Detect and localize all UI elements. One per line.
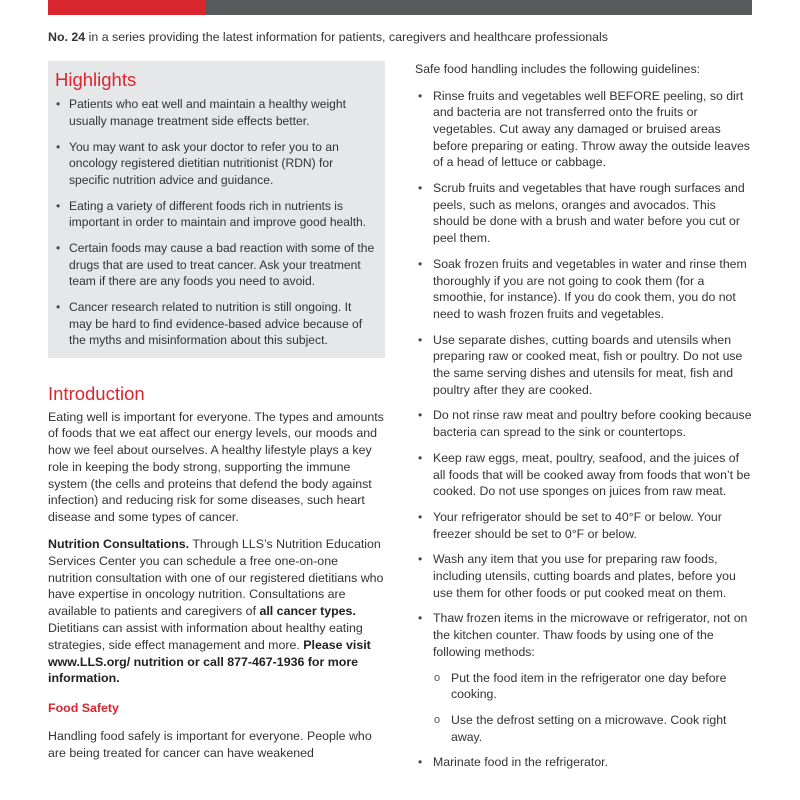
guideline-text: Marinate food in the refrigerator. <box>433 755 608 770</box>
guideline-text: Use separate dishes, cutting boards and utensils when preparing raw or cooked meat, fish or poultry. Do not use the same serving dishes and utensils for meat, fish and poultry after they are cooked. <box>433 332 743 397</box>
consultations-lead: Nutrition Consultations. <box>48 537 190 552</box>
left-column <box>48 61 385 772</box>
consultations-contact: Please visit www.LLS.org/ nutrition or call 877-467-1936 for more information. <box>48 637 371 686</box>
guideline-text: Your refrigerator should be set to 40°F or below. Your freezer should be set to 0°F or below. <box>433 509 722 541</box>
guideline-text: Wash any item that you use for preparing raw foods, including utensils, cutting boards and plates, before you use them for other foods or put cooked meat on them. <box>433 552 736 600</box>
bullet-icon: • <box>418 450 423 465</box>
food-safety-paragraph: Handling food safely is important for everyone. People who are being treated for cancer can have weakened <box>48 729 372 761</box>
thaw-method-item <box>433 670 752 703</box>
consultations-paragraph <box>48 536 385 687</box>
guideline-item <box>415 551 752 601</box>
highlights-title: Highlights <box>55 69 137 90</box>
bullet-icon: • <box>418 332 423 347</box>
introduction-paragraph: Eating well is important for everyone. The types and amounts of foods that we eat affect our energy levels, our moods and how we feel about ourselves. A healthy lifestyle plays a key role in keeping the body strong, supporting the immune system (the cells and proteins that defend the body against infection) and reducing risk for some diseases, such heart disease and some types of cancer. <box>48 409 384 525</box>
guideline-item <box>415 509 752 542</box>
consultations-bold-1: all cancer types. <box>259 604 356 619</box>
bullet-icon: • <box>56 198 61 213</box>
bullet-icon: • <box>418 181 423 196</box>
bullet-icon: • <box>56 300 61 314</box>
thaw-method-item <box>433 712 752 745</box>
highlight-item <box>55 198 376 231</box>
guidelines-list <box>415 88 752 772</box>
series-number: No. 24 <box>48 30 86 44</box>
guideline-text: Soak frozen fruits and vegetables in water and rinse them thoroughly if you are not going to cook them (for a smoothie, for instance). If you do cook them, you do not need to wash frozen fruits and vegetables. <box>433 256 747 321</box>
highlight-text: Certain foods may cause a bad reaction with some of the drugs that are used to treat cancer. Ask your treatment team if there are any foods you need to avoid. <box>69 241 375 288</box>
thaw-method-text: Put the food item in the refrigerator one day before cooking. <box>451 670 727 702</box>
guideline-text: Rinse fruits and vegetables well BEFORE peeling, so dirt and bacteria are not transferred onto the fruits or vegetables. Cut away any damaged or bruised areas before preparing or eating. Throw away the outside leaves of a head of lettuce or cabbage. <box>433 88 750 170</box>
highlight-item <box>55 139 376 189</box>
guideline-item <box>415 450 752 500</box>
guideline-text: Scrub fruits and vegetables that have rough surfaces and peels, such as melons, oranges and avocados. This should be done with a brush and water before you cut or peel them. <box>433 181 745 246</box>
series-text: in a series providing the latest information for patients, caregivers and healthcare professionals <box>85 30 608 44</box>
highlight-text: You may want to ask your doctor to refer you to an oncology registered dietitian nutritionist (RDN) for specific nutrition advice and guidance. <box>69 139 339 187</box>
guideline-item <box>415 754 752 771</box>
highlight-item <box>55 240 376 290</box>
guideline-item <box>415 256 752 323</box>
consultations-text-2: Dietitians can assist with information about healthy eating strategies, side effect management and more. <box>48 621 363 652</box>
thaw-method-text: Use the defrost setting on a microwave. Cook right away. <box>451 713 727 744</box>
guideline-item <box>415 332 752 399</box>
circle-bullet-icon: o <box>434 714 441 726</box>
highlight-text: Eating a variety of different foods rich in nutrients is important in order to maintain and improve good health. <box>69 198 367 229</box>
bullet-icon: • <box>56 241 61 255</box>
right-column <box>415 61 752 780</box>
bullet-icon: • <box>56 97 61 111</box>
header-red-bar <box>48 0 206 15</box>
series-line <box>48 30 752 44</box>
highlights-list <box>55 96 376 349</box>
bullet-icon: • <box>418 552 423 567</box>
bullet-icon: • <box>418 88 423 103</box>
guideline-text: Thaw frozen items in the microwave or refrigerator, not on the kitchen counter. Thaw foods by using one of the following methods: <box>433 611 748 659</box>
highlights-box <box>48 61 385 358</box>
bullet-icon: • <box>418 611 423 626</box>
header-gray-bar <box>206 0 752 15</box>
guideline-item <box>415 88 752 172</box>
introduction-title: Introduction <box>48 382 145 404</box>
guideline-item-thaw <box>415 610 752 745</box>
guidelines-intro: Safe food handling includes the following guidelines: <box>415 62 701 76</box>
highlight-item <box>55 299 376 349</box>
bullet-icon: • <box>418 256 423 271</box>
bullet-icon: • <box>56 139 61 154</box>
highlight-text: Cancer research related to nutrition is still ongoing. It may be hard to find evidence-based advice because of the myths and misinformation about this subject. <box>69 300 363 347</box>
bullet-icon: • <box>418 509 423 524</box>
guideline-text: Keep raw eggs, meat, poultry, seafood, and the juices of all foods that will be cooked away from foods that won’t be cooked. Do not use sponges on juices from raw meat. <box>433 450 751 499</box>
bullet-icon: • <box>418 408 423 423</box>
food-safety-title: Food Safety <box>48 701 119 716</box>
highlight-text: Patients who eat well and maintain a healthy weight usually manage treatment side effects better. <box>69 97 346 128</box>
consultations-text-1: Through LLS’s Nutrition Education Services Center you can schedule a free one-on-one nutrition consultation with one of our registered dietitians who have expertise in oncology nutrition. Consultations are available to patients and caregivers of <box>48 537 384 619</box>
guideline-item <box>415 180 752 247</box>
guideline-item <box>415 407 752 440</box>
highlight-item <box>55 96 376 129</box>
bullet-icon: • <box>418 755 423 770</box>
circle-bullet-icon: o <box>434 671 441 684</box>
thaw-methods-list <box>433 670 752 746</box>
guideline-text: Do not rinse raw meat and poultry before cooking because bacteria can spread to the sink or countertops. <box>433 408 752 440</box>
